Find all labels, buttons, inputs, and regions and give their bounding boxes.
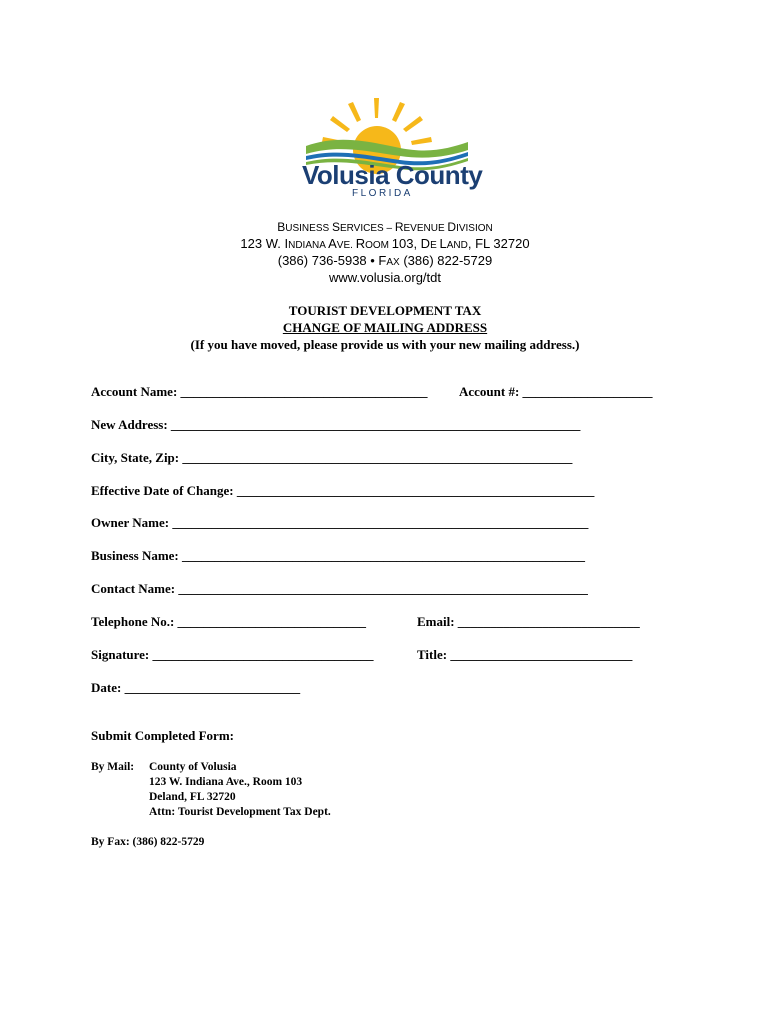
division-title: BUSINESS SERVICES – REVENUE DIVISION <box>277 220 493 234</box>
new-address-field[interactable]: New Address: _______________________________________________________________ <box>91 417 581 432</box>
website: www.volusia.org/tdt <box>329 270 441 285</box>
date-field[interactable]: Date: ___________________________ <box>91 680 301 695</box>
form-subtitle: CHANGE OF MAILING ADDRESS <box>282 320 488 335</box>
contact-name-field[interactable]: Contact Name: _______________________________________________________________ <box>91 581 588 596</box>
form-instruction: (If you have moved, please provide us with your new mailing address.) <box>190 337 580 352</box>
owner-name-field[interactable]: Owner Name: ________________________________________________________________ <box>91 515 589 530</box>
submit-heading: Submit Completed Form: <box>91 728 234 743</box>
by-fax: By Fax: (386) 822-5729 <box>91 836 205 848</box>
email-field[interactable]: Email: ____________________________ <box>417 614 640 629</box>
logo-state: FLORIDA <box>352 188 413 199</box>
office-address: 123 W. INDIANA AVE. ROOM 103, DE LAND, FL 32720 <box>240 236 530 251</box>
mail-line: Attn: Tourist Development Tax Dept. <box>149 806 331 818</box>
signature-field[interactable]: Signature: __________________________________ <box>91 647 374 662</box>
title-field[interactable]: Title: ____________________________ <box>417 647 633 662</box>
form-title: TOURIST DEVELOPMENT TAX <box>288 303 482 318</box>
logo-name: Volusia County <box>302 160 483 190</box>
effective-date-field[interactable]: Effective Date of Change: _______________________________________________________ <box>91 483 595 498</box>
by-mail-label: By Mail: <box>91 761 135 773</box>
mail-line: County of Volusia <box>149 761 237 773</box>
account-number-field[interactable]: Account #: ____________________ <box>459 384 653 399</box>
telephone-field[interactable]: Telephone No.: _____________________________ <box>91 614 367 629</box>
business-name-field[interactable]: Business Name: ______________________________________________________________ <box>91 548 586 563</box>
mail-line: Deland, FL 32720 <box>149 791 236 803</box>
mail-line: 123 W. Indiana Ave., Room 103 <box>149 776 303 788</box>
office-phone-fax: (386) 736-5938 • FAX (386) 822-5729 <box>277 253 493 268</box>
account-name-field[interactable]: Account Name: ______________________________________ <box>91 384 428 399</box>
city-state-zip-field[interactable]: City, State, Zip: ____________________________________________________________ <box>91 450 573 465</box>
